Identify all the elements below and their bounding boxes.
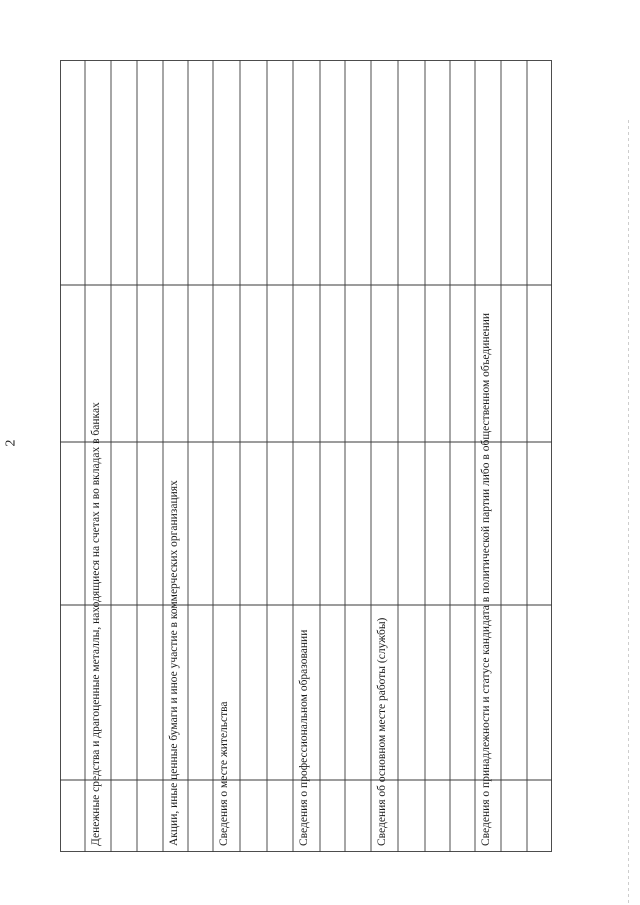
section-heading-party: Сведения о принадлежности и статусе кандидата в политической партии либо в общественном объединении (480, 312, 492, 846)
rotated-table (60, 60, 552, 852)
scan-edge (628, 120, 629, 905)
section-heading-residence: Сведения о месте жительства (218, 701, 230, 846)
section-heading-shares: Акции, иные ценные бумаги и иное участие в коммерческих организациях (168, 480, 180, 846)
section-heading-money: Денежные средства и драгоценные металлы, находящиеся на счетах и во вкладах в банках (90, 402, 102, 846)
section-heading-education: Сведения о профессиональном образовании (298, 629, 310, 846)
page-number: 2 (3, 439, 19, 447)
section-heading-work: Сведения об основном месте работы (службы) (376, 617, 388, 846)
